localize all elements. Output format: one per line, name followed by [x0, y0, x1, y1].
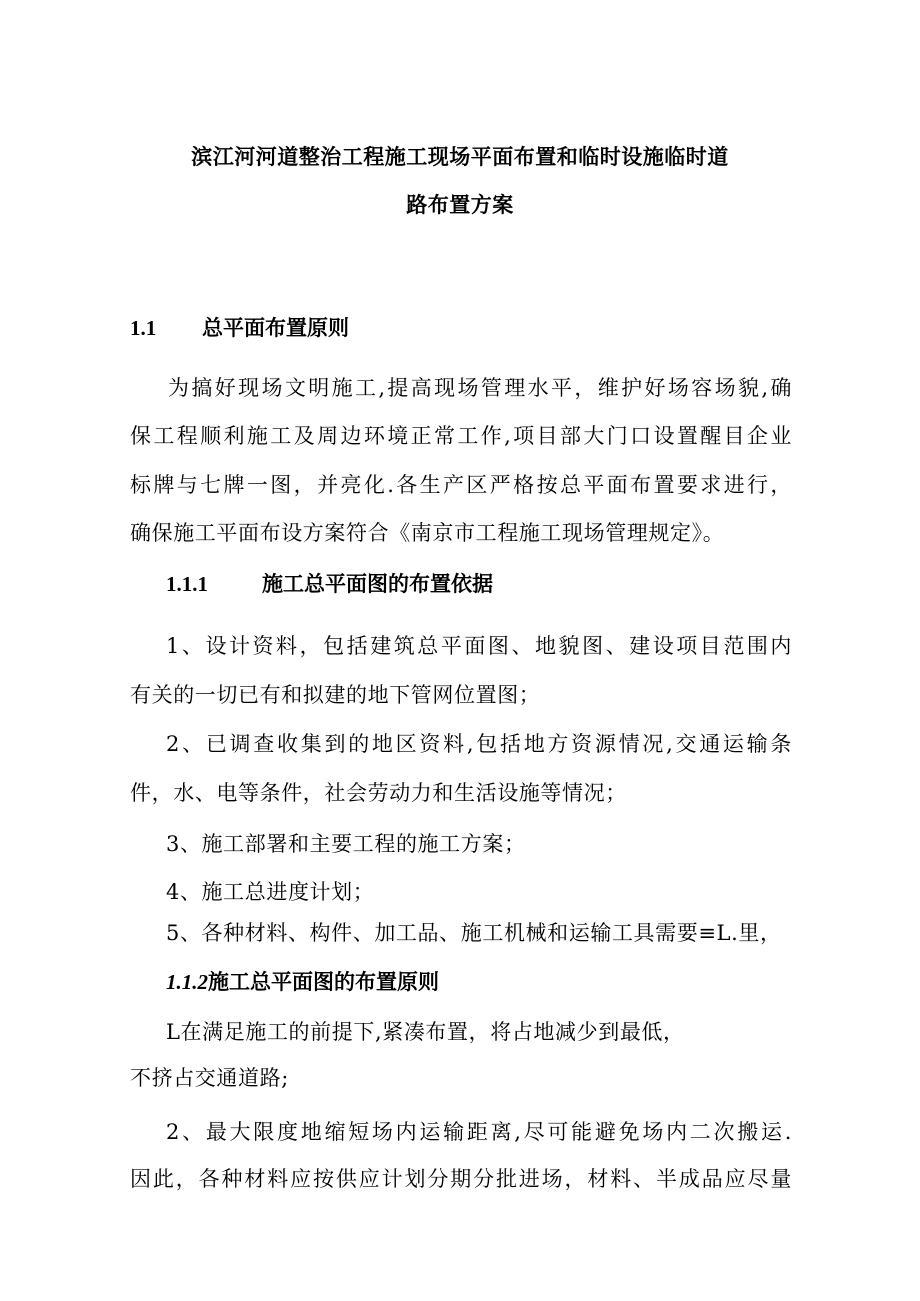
section-heading-1-1-1 — [166, 568, 493, 598]
section-number: 1.1.2 — [166, 970, 208, 994]
paragraph-line: 保工程顺利施工及周边环境正常工作,项目部大门口设置醒目企业 — [130, 424, 792, 448]
list-item: 4、施工总进度计划； — [166, 880, 375, 904]
section-title: 施工总平面图的布置依据 — [262, 572, 493, 596]
document-title-line-2: 路布置方案 — [406, 193, 514, 217]
section-heading-1-1 — [130, 312, 349, 342]
paragraph-line: 为搞好现场文明施工,提高现场管理水平，维护好场容场貌,确 — [168, 376, 792, 400]
list-item: 3、施工部署和主要工程的施工方案； — [166, 832, 526, 856]
paragraph-line: 确保施工平面布设方案符合《南京市工程施工现场管理规定》。 — [130, 521, 725, 545]
section-title: 施工总平面图的布置原则 — [208, 970, 439, 994]
list-item: 5、各种材料、构件、加工品、施工机械和运输工具需要≡L.里， — [166, 921, 782, 945]
section-heading-1-1-2 — [166, 966, 439, 996]
section-title: 总平面布置原则 — [202, 316, 349, 340]
list-item: 2、最大限度地缩短场内运输距离,尽可能避免场内二次搬运. — [166, 1120, 792, 1144]
document-title-line-1: 滨江河河道整治工程施工现场平面布置和临时设施临时道 — [191, 145, 729, 169]
list-item: L在满足施工的前提下,紧凑布置，将占地减少到最低， — [166, 1020, 685, 1044]
section-number: 1.1.1 — [166, 572, 208, 596]
paragraph-line: 标牌与七牌一图，并亮化.各生产区严格按总平面布置要求进行， — [130, 473, 792, 497]
list-item: 不挤占交通道路; — [130, 1066, 289, 1090]
list-item: 1、设计资料，包括建筑总平面图、地貌图、建设项目范围内 — [166, 634, 792, 658]
list-item: 2、已调查收集到的地区资料,包括地方资源情况,交通运输条 — [166, 732, 792, 756]
list-item: 因此，各种材料应按供应计划分期分批进场，材料、半成品应尽量 — [130, 1167, 792, 1191]
list-item: 件，水、电等条件，社会劳动力和生活设施等情况； — [130, 781, 627, 805]
list-item: 有关的一切已有和拟建的地下管网位置图； — [130, 683, 541, 707]
section-number: 1.1 — [130, 316, 157, 340]
